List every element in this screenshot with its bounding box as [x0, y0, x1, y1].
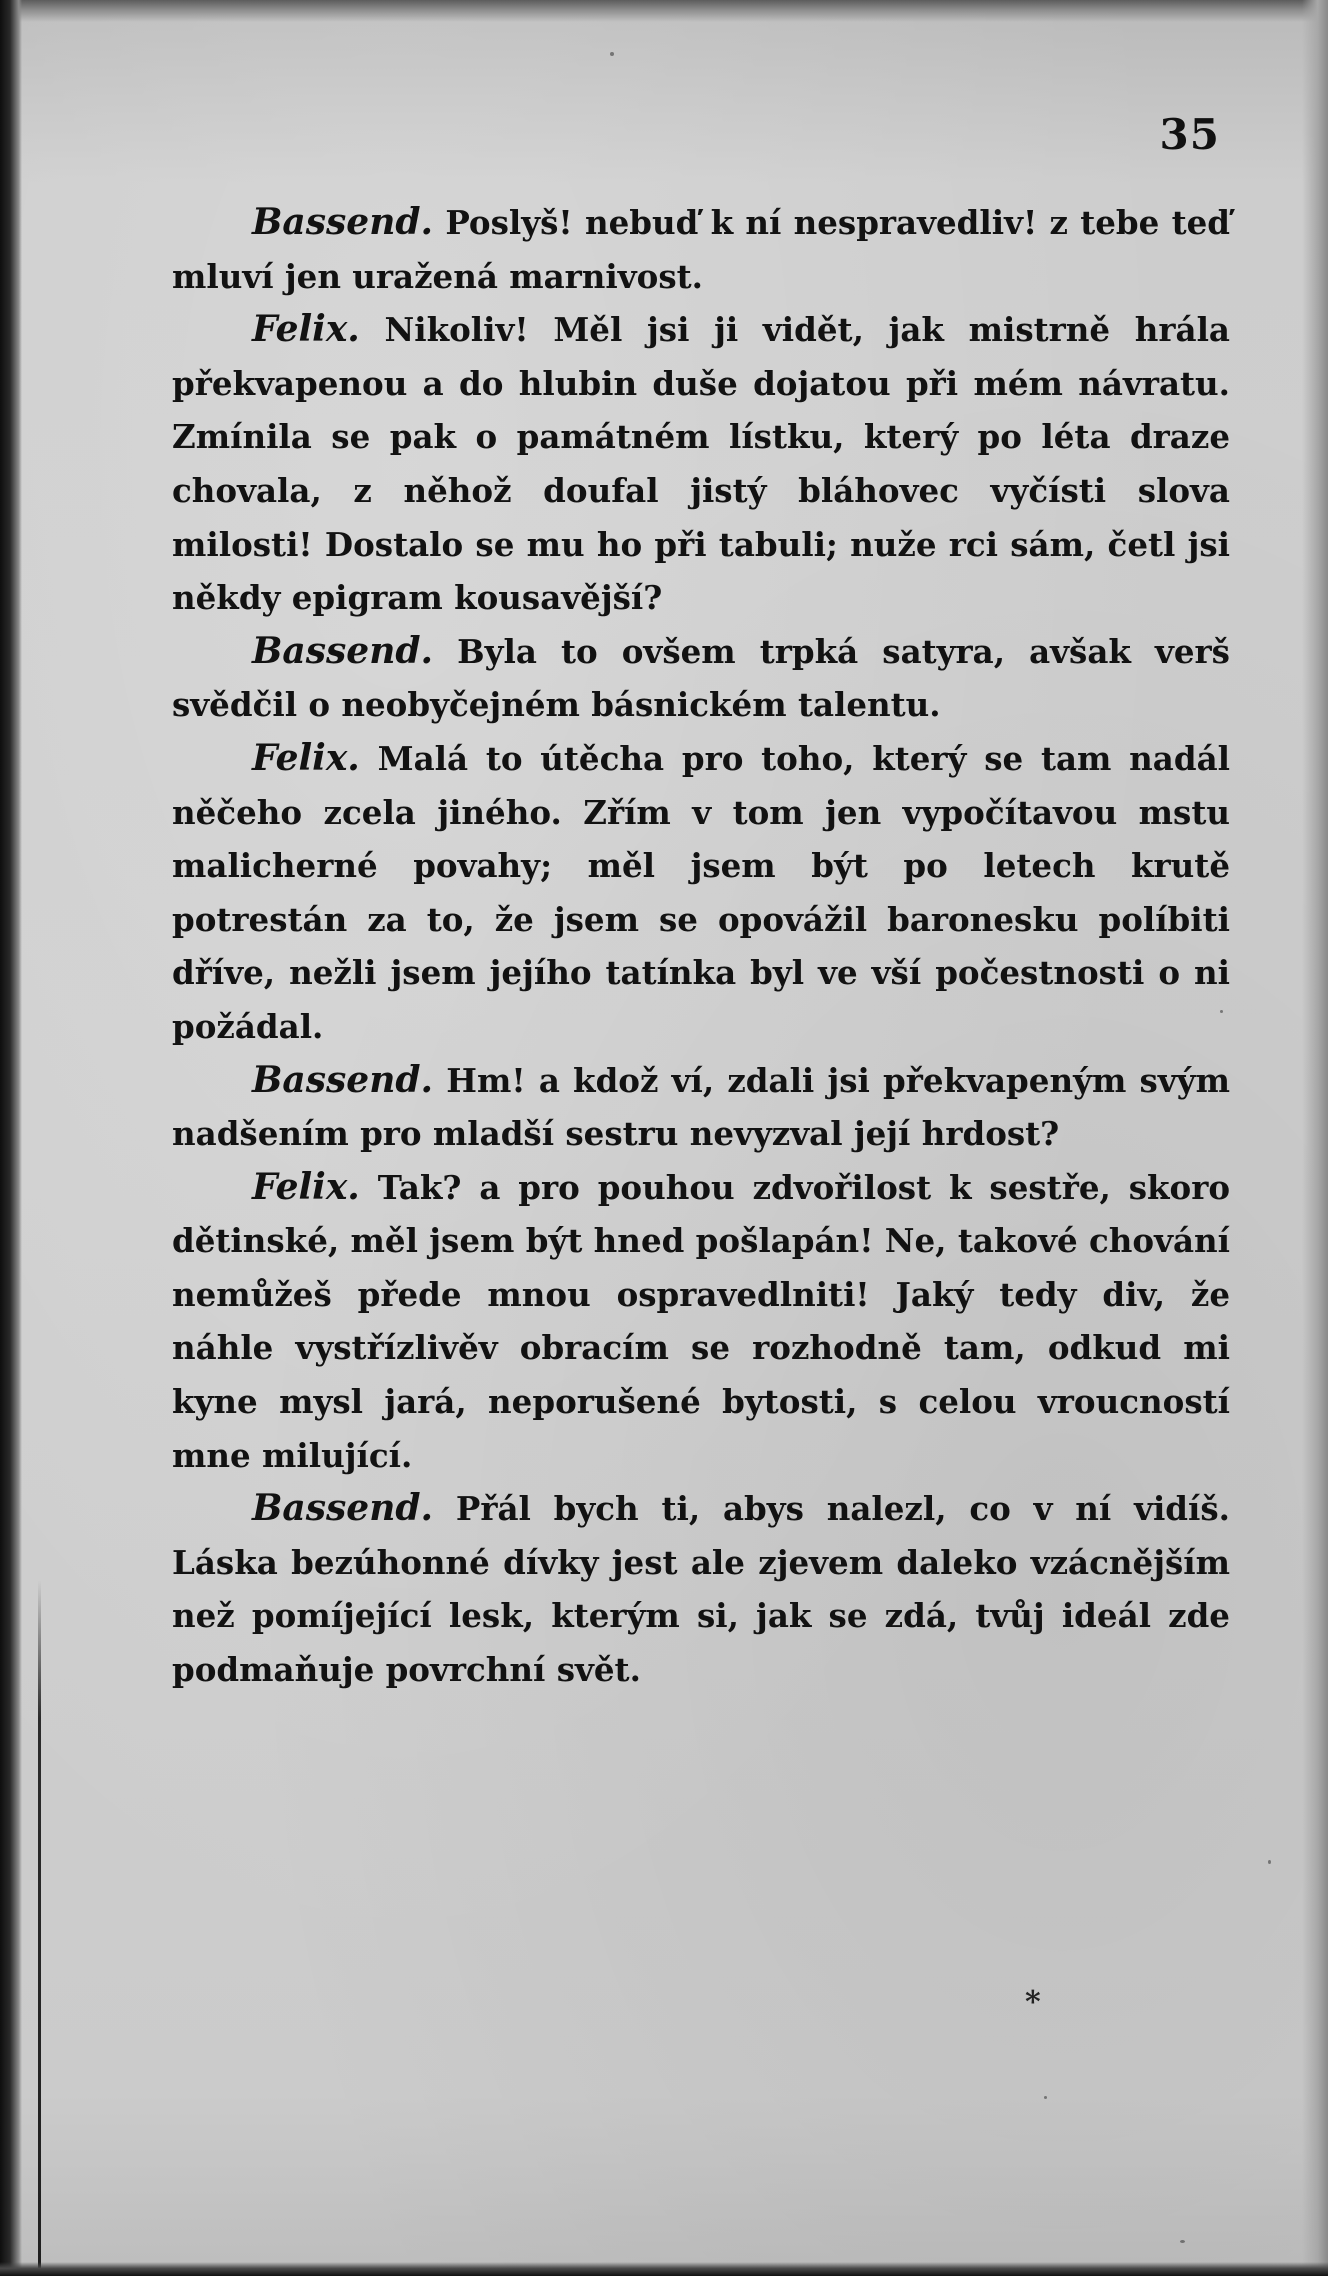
- speaker-name: Felix.: [252, 736, 360, 779]
- dialogue-line: Nikoliv! Měl jsi ji vidět, jak mistrně hrála překvapenou a do hlubin duše dojatou při mém návratu. Zmínila se pak o památném lístku, který po léta draze chovala, z něhož doufal jistý bláhovec vyčísti slova milosti! Dostalo se mu ho při tabuli; nuže rci sám, četl jsi někdy epigram kousavější?: [172, 310, 1230, 618]
- dialogue-line: Hm! a kdož ví, zdali jsi překvapeným svým nadšením pro mladší sestru nevyzval její hrdost?: [172, 1060, 1230, 1154]
- paper-speck: [1180, 2240, 1185, 2243]
- dialogue-line: Poslyš! nebuď k ní nespravedliv! z tebe teď mluví jen uražená marnivost.: [172, 203, 1230, 296]
- page-top-edge-shadow: [0, 0, 1328, 22]
- speaker-name: Bassend.: [252, 1487, 434, 1530]
- speaker-name: Felix.: [252, 308, 360, 351]
- speaker-name: Bassend.: [252, 201, 434, 243]
- speaker-name: Felix.: [252, 1165, 360, 1208]
- paper-speck: [1268, 1860, 1271, 1864]
- page-bottom-edge-shadow: [0, 2262, 1328, 2276]
- page-right-edge-shadow: [1302, 0, 1328, 2276]
- speaker-name: Bassend.: [252, 1058, 434, 1101]
- dialogue-paragraph: [172, 625, 1230, 732]
- dialogue-paragraph: [172, 1161, 1230, 1483]
- dialogue-line: Přál bych ti, abys nalezl, co v ní vidíš. Láska bezúhonné dívky jest ale zjevem daleko vzácnějším než pomíjející lesk, kterým si, jak se zdá, tvůj ideál zde podmaňuje povrchní svět.: [172, 1489, 1230, 1690]
- page-number: 35: [1159, 110, 1220, 159]
- dialogue-line: Byla to ovšem trpká satyra, avšak verš svědčil o neobyčejném básnickém talentu.: [172, 631, 1230, 725]
- dialogue-paragraph: [172, 732, 1230, 1054]
- signature-mark: *: [1025, 1985, 1041, 2020]
- page-gutter-line: [38, 1580, 41, 2270]
- paper-speck: [1044, 2096, 1047, 2099]
- dialogue-paragraph: [172, 196, 1230, 303]
- paper-speck: [1220, 1010, 1223, 1013]
- page-left-edge-shadow: [0, 0, 22, 2276]
- dialogue-text: [172, 196, 1230, 1697]
- dialogue-line: Tak? a pro pouhou zdvořilost k sestře, skoro dětinské, měl jsem být hned pošlapán! Ne, takové chování nemůžeš přede mnou ospravedlniti! Jaký tedy div, že náhle vystřízlivěv obracím se rozhodně tam, odkud mi kyne mysl jará, neporušené bytosti, s celou vroucností mne milující.: [172, 1167, 1230, 1475]
- paper-speck: [610, 52, 614, 56]
- dialogue-line: Malá to útěcha pro toho, který se tam nadál něčeho zcela jiného. Zřím v tom jen vypočítavou mstu malicherné povahy; měl jsem být po letech krutě potrestán za to, že jsem se opovážil baronesku políbiti dříve, nežli jsem jejího tatínka byl ve vší počestnosti o ni požádal.: [172, 738, 1230, 1046]
- speaker-name: Bassend.: [252, 629, 434, 672]
- dialogue-paragraph: [172, 1482, 1230, 1696]
- dialogue-paragraph: [172, 303, 1230, 625]
- dialogue-paragraph: [172, 1054, 1230, 1161]
